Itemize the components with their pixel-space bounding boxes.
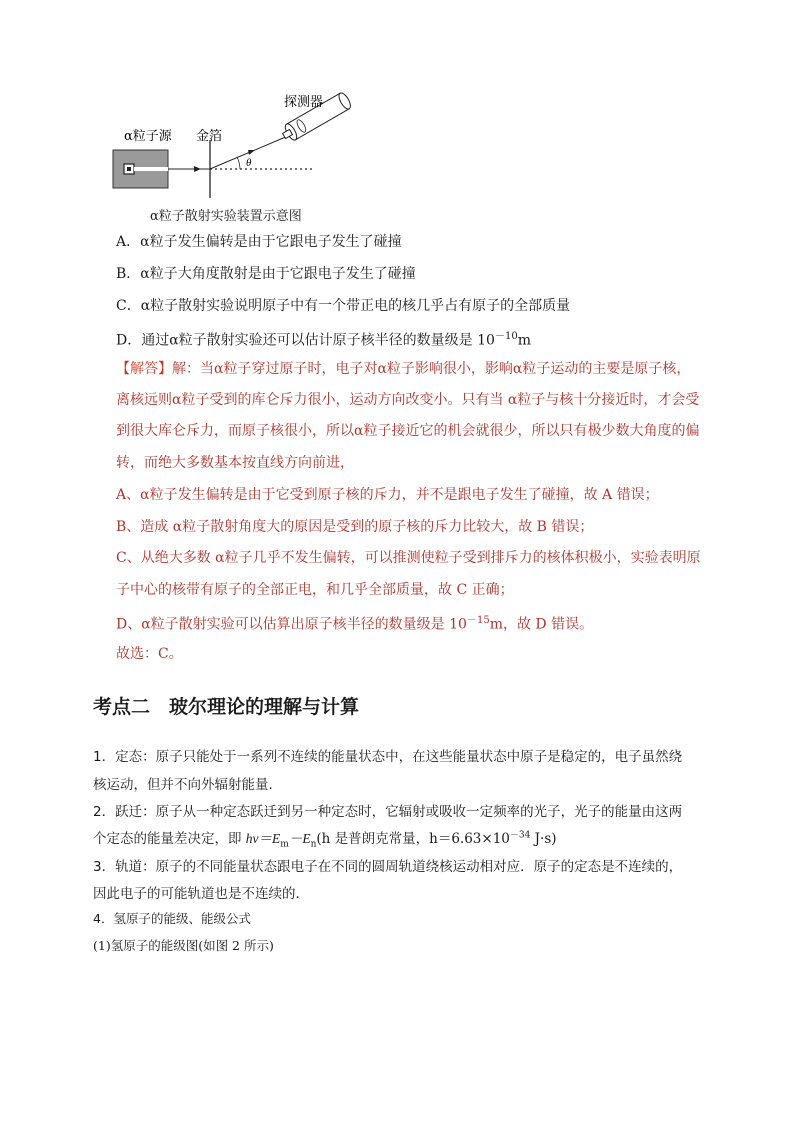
scattering-diagram-svg bbox=[110, 88, 370, 223]
point-3-text: 原子的不同能量状态跟电子在不同的圆周轨道绕核运动相对应．原子的定态是不连续的， bbox=[155, 859, 683, 875]
answer-line-9-text: D、α粒子散射实验可以估算出原子核半径的数量级是 10 bbox=[116, 616, 467, 633]
option-d bbox=[116, 327, 531, 350]
point-2-line-1 bbox=[93, 800, 682, 820]
point-1-text: 原子只能处于一系列不连续的能量状态中，在这些能量状态中原子是稳定的，电子虽然绕 bbox=[155, 749, 683, 765]
answer-line-9-exponent: －15 bbox=[466, 615, 490, 626]
point-5: (1)氢原子的能级图(如图 2 所示) bbox=[93, 938, 274, 953]
point-2-line-2-text: 个定态的能量差决定，即 bbox=[93, 831, 246, 847]
angle-arc bbox=[237, 157, 240, 169]
source-channel bbox=[134, 167, 168, 171]
point-4: 4．氢原子的能级、能级公式 bbox=[93, 911, 251, 926]
option-d-exponent: －10 bbox=[494, 331, 518, 342]
formula-sub-m: m bbox=[280, 839, 289, 850]
source-dot bbox=[127, 167, 131, 171]
answer-line-6: B、造成 α粒子散射角度大的原因是受到的原子核的斥力比较大，故 B 错误； bbox=[116, 519, 594, 535]
point-3-line-2: 因此电子的可能轨道也是不连续的． bbox=[93, 886, 309, 902]
point-2-line-2 bbox=[93, 827, 557, 850]
option-d-unit: m bbox=[517, 332, 531, 349]
planck-text: (h 是普朗克常量，h＝6.63×10 bbox=[316, 831, 510, 847]
formula-sub-n: n bbox=[310, 839, 317, 850]
angle-label: θ bbox=[246, 157, 252, 169]
answer-line-5: A、α粒子发生偏转是由于它受到原子核的斥力，并不是跟电子发生了碰撞，故 A 错误； bbox=[116, 487, 659, 503]
point-1-line-1 bbox=[93, 745, 682, 765]
answer-line-8: 子中心的核带有原子的全部正电，和几乎全部质量，故 C 正确； bbox=[116, 582, 514, 598]
answer-line-9 bbox=[116, 611, 593, 634]
formula-energy: hν＝E bbox=[245, 831, 281, 846]
answer-line-1 bbox=[116, 358, 690, 378]
answer-line-3: 到很大库仑斥力，而原子核很小，所以α粒子接近它的机会就很少，所以只有极少数大角度的偏 bbox=[116, 423, 700, 439]
formula-minus: －E bbox=[288, 831, 311, 846]
option-d-text: D．通过α粒子散射实验还可以估计原子核半径的数量级是 10 bbox=[116, 332, 495, 349]
option-b: B．α粒子大角度散射是由于它跟电子发生了碰撞 bbox=[116, 266, 416, 282]
planck-exponent: －34 bbox=[509, 830, 531, 841]
scattering-diagram bbox=[110, 88, 370, 223]
point-3-line-1 bbox=[93, 855, 682, 875]
option-c: C．α粒子散射实验说明原子中有一个带正电的核几乎占有原子的全部质量 bbox=[116, 298, 571, 314]
point-2-keyword: 2．跃迁： bbox=[93, 804, 156, 820]
point-1-keyword: 1．定态： bbox=[93, 749, 156, 765]
planck-unit: J·s) bbox=[530, 831, 557, 847]
answer-line-7: C、从绝大多数 α粒子几乎不发生偏转，可以推测使粒子受到排斥力的核体积极小，实验表明原 bbox=[116, 550, 701, 566]
answer-line-9-end: m，故 D 错误。 bbox=[489, 616, 594, 633]
point-3-keyword: 3．轨道： bbox=[93, 859, 156, 875]
source-label: α粒子源 bbox=[124, 129, 172, 144]
answer-line-4: 转，而绝大多数基本按直线方向前进， bbox=[116, 455, 354, 471]
beam-arrow bbox=[194, 166, 201, 172]
section-title: 考点二 玻尔理论的理解与计算 bbox=[93, 696, 360, 718]
option-a: A．α粒子发生偏转是由于它跟电子发生了碰撞 bbox=[116, 234, 402, 250]
point-2-text: 原子从一种定态跃迁到另一种定态时，它辐射或吸收一定频率的光子，光子的能量由这两 bbox=[155, 804, 683, 820]
answer-line-1-text: 解：当α粒子穿过原子时，电子对α粒子影响很小，影响α粒子运动的主要是原子核， bbox=[172, 361, 691, 377]
answer-line-2: 离核远则α粒子受到的库仑斥力很小，运动方向改变小。只有当 α粒子与核十分接近时，才会受 bbox=[116, 392, 700, 408]
figure-caption: α粒子散射实验装置示意图 bbox=[150, 209, 302, 224]
answer-line-10: 故选：C。 bbox=[116, 646, 183, 662]
answer-tag: 【解答】 bbox=[116, 361, 172, 377]
detector-label: 探测器 bbox=[284, 95, 324, 110]
foil-label: 金箔 bbox=[196, 129, 223, 144]
scatter-arrow bbox=[248, 150, 255, 155]
point-1-line-2: 核运动，但并不向外辐射能量． bbox=[93, 777, 282, 793]
